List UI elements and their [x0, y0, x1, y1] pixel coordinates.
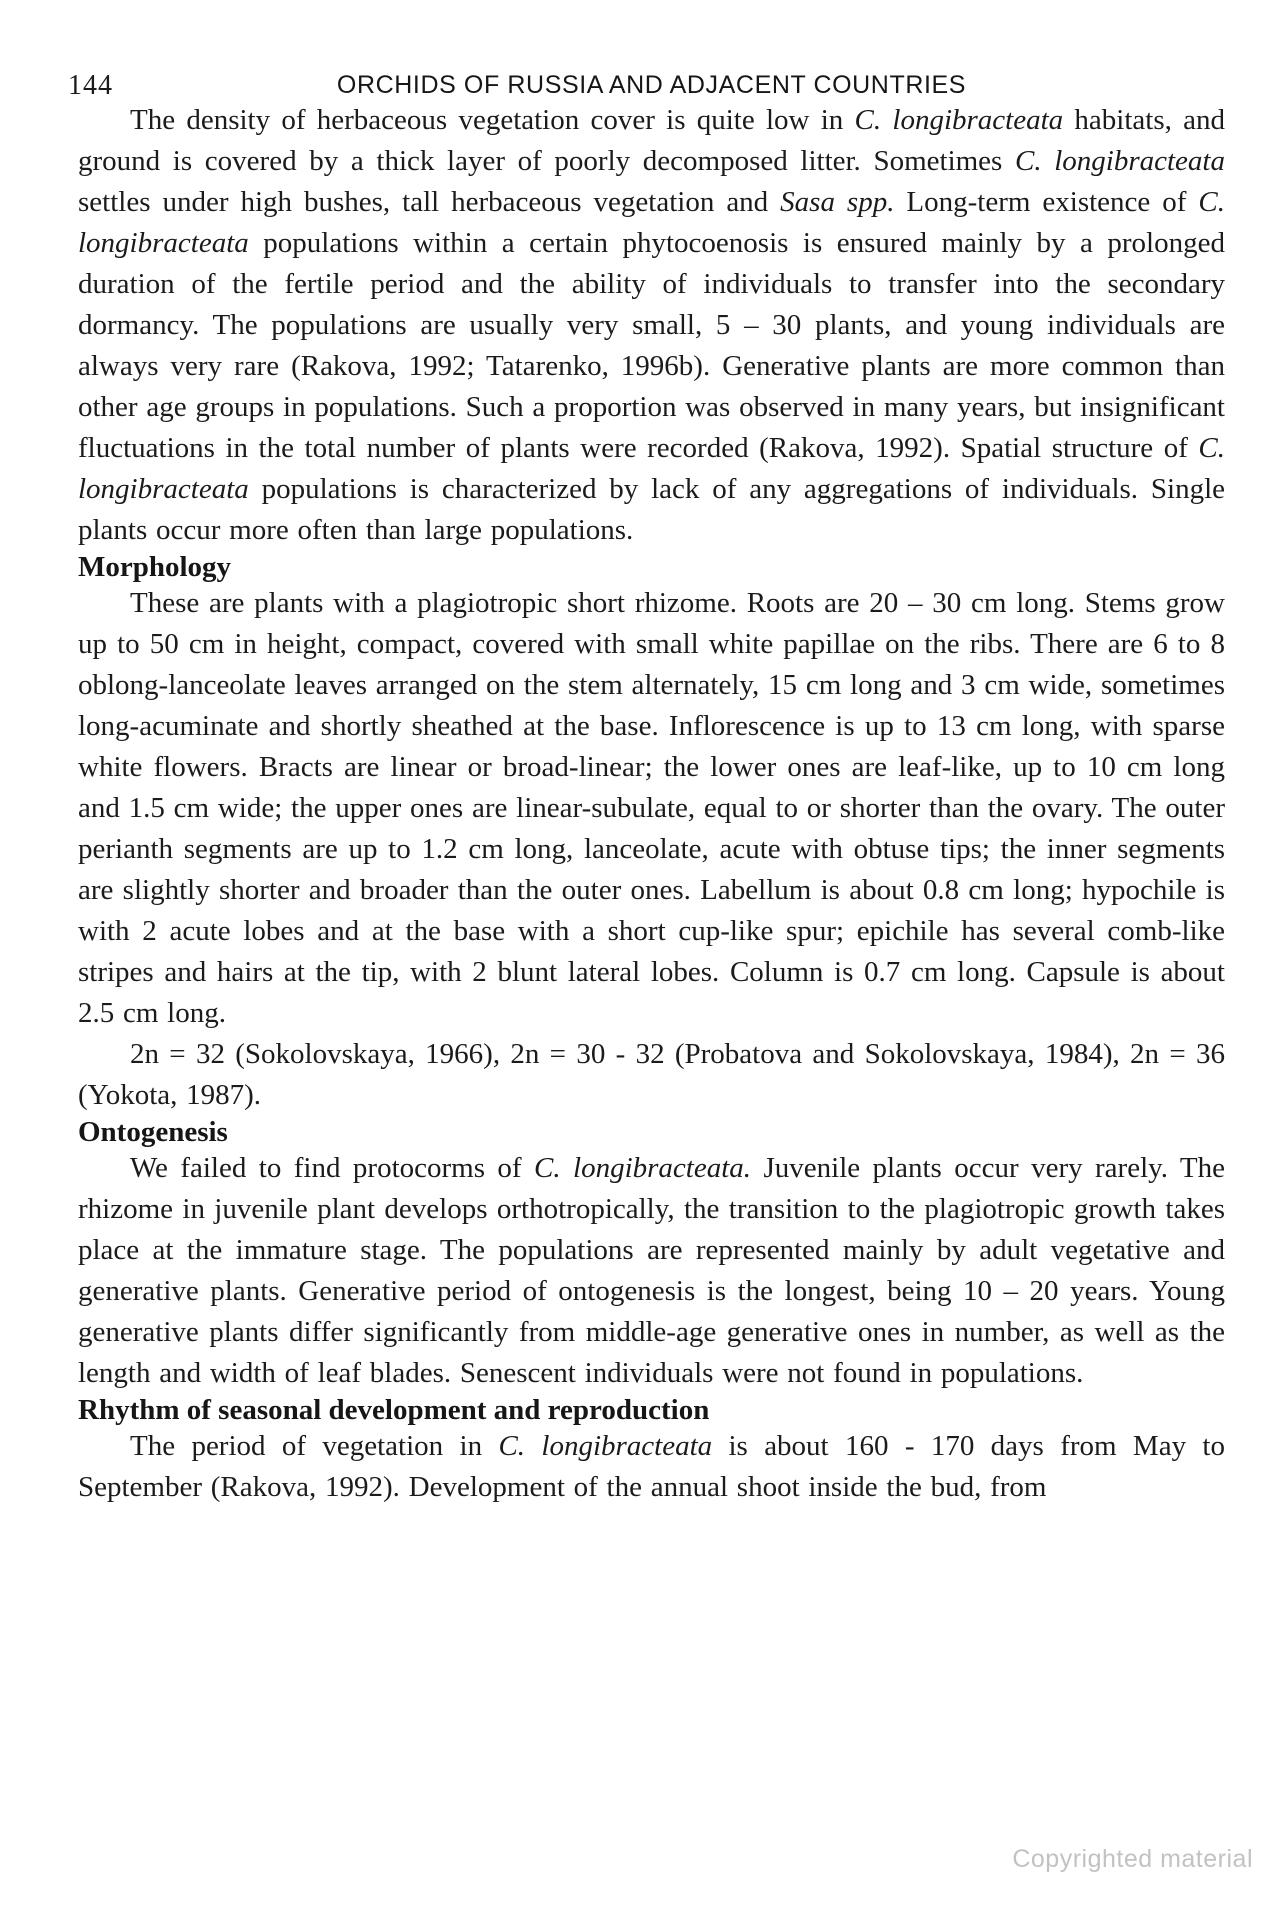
section-heading-morphology: Morphology — [78, 551, 232, 583]
paragraph-morphology: These are plants with a plagiotropic short rhizome. Roots are 20 – 30 cm long. Stems grow up to 50 cm in height, compact, covered with small white papillae on the ribs. There are 6 to 8 oblong-lanceolate leaves arranged on the stem alternately, 15 cm long and 3 cm wide, sometimes long-acuminate and shortly sheathed at the base. Inflorescence is up to 13 cm long, with sparse white flowers. Bracts are linear or broad-linear; the lower ones are leaf-like, up to 10 cm long and 1.5 cm wide; the upper ones are linear-subulate, equal to or shorter than the ovary. The outer perianth segments are up to 1.2 cm long, lanceolate, acute with obtuse tips; the inner segments are slightly shorter and broader than the outer ones. Labellum is about 0.8 cm long; hypochile is with 2 acute lobes and at the base with a short cup-like spur; epichile has several comb-like stripes and hairs at the tip, with 2 blunt lateral lobes. Column is 0.7 cm long. Capsule is about 2.5 cm long. — [78, 587, 1225, 1029]
copyright-watermark: Copyrighted material — [1012, 1845, 1253, 1873]
section-heading-ontogenesis: Ontogenesis — [78, 1116, 228, 1148]
page-number: 144 — [68, 70, 113, 101]
paragraph-intro: The density of herbaceous vegetation cover is quite low in C. longibracteata habitats, and ground is covered by a thick layer of poorly decomposed litter. Sometimes C. longibracteata settles under high bushes, tall herbaceous vegetation and Sasa spp. Long-term existence of C. longibracteata populations within a certain phytocoenosis is ensured mainly by a prolonged duration of the fertile period and the ability of individuals to transfer into the secondary dormancy. The populations are usually very small, 5 – 30 plants, and young individuals are always very rare (Rakova, 1992; Tatarenko, 1996b). Generative plants are more common than other age groups in populations. Such a proportion was observed in many years, but insignificant fluctuations in the total number of plants were recorded (Rakova, 1992). Spatial structure of C. longibracteata populations is characterized by lack of any aggregations of individuals. Single plants occur more often than large populations. — [78, 104, 1225, 546]
paragraph-rhythm: The period of vegetation in C. longibracteata is about 160 - 170 days from May to September (Rakova, 1992). Development of the annual shoot inside the bud, from — [78, 1430, 1225, 1503]
page-body — [78, 100, 1225, 1508]
paragraph-ontogenesis: We failed to find protocorms of C. longibracteata. Juvenile plants occur very rarely. The rhizome in juvenile plant develops orthotropically, the transition to the plagiotropic growth takes place at the immature stage. The populations are represented mainly by adult vegetative and generative plants. Generative period of ontogenesis is the longest, being 10 – 20 years. Young generative plants differ significantly from middle-age generative ones in number, as well as the length and width of leaf blades. Senescent individuals were not found in populations. — [78, 1152, 1225, 1389]
section-heading-rhythm: Rhythm of seasonal development and reproduction — [78, 1394, 710, 1426]
page-header — [68, 70, 1225, 101]
paragraph-karyology: 2n = 32 (Sokolovskaya, 1966), 2n = 30 - 32 (Probatova and Sokolovskaya, 1984), 2n = 36 (Yokota, 1987). — [78, 1038, 1225, 1111]
running-head: ORCHIDS OF RUSSIA AND ADJACENT COUNTRIES — [336, 71, 967, 99]
